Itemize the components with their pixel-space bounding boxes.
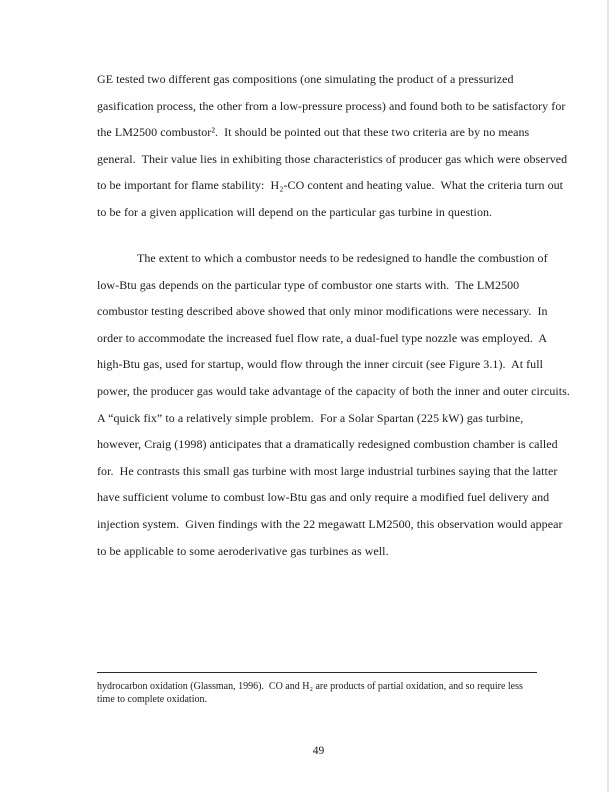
footnote-line: time to complete oxidation.	[97, 693, 207, 705]
paragraph-2	[97, 245, 570, 564]
page-number: 49	[312, 745, 325, 757]
scan-edge-artifact	[607, 0, 609, 792]
text-line: low-Btu gas depends on the particular type of combustor one starts with. The LM2500	[97, 277, 520, 292]
text-line: GE tested two different gas compositions (one simulating the product of a pressurized	[97, 72, 514, 86]
text-line: combustor testing described above showed that only minor modifications were necessary. In	[97, 304, 548, 319]
text-line: order to accommodate the increased fuel flow rate, a dual-fuel type nozzle was employed. A	[97, 330, 548, 345]
text-line: gasification process, the other from a low-pressure process) and found both to be satisfactory for	[97, 98, 566, 113]
text-line: for. He contrasts this small gas turbine with most large industrial turbines saying that the latter	[97, 463, 558, 478]
text-line: to be important for flame stability: H₂-CO content and heating value. What the criteria turn out	[97, 178, 564, 193]
text-line: to be applicable to some aeroderivative gas turbines as well.	[97, 543, 389, 558]
text-line: however, Craig (1998) anticipates that a dramatically redesigned combustion chamber is called	[97, 437, 558, 452]
text-line: have sufficient volume to combust low-Btu gas and only require a modified fuel delivery and	[97, 490, 550, 505]
text-line: to be for a given application will depend on the particular gas turbine in question.	[97, 204, 493, 219]
text-line: A “quick fix” to a relatively simple problem. For a Solar Spartan (225 kW) gas turbine,	[97, 410, 524, 425]
text-line: the LM2500 combustor². It should be pointed out that these two criteria are by no means	[97, 125, 530, 140]
footnote-line: hydrocarbon oxidation (Glassman, 1996). CO and H₂ are products of partial oxidation, and so require less	[97, 681, 523, 692]
text-line: The extent to which a combustor needs to be redesigned to handle the combustion of	[137, 251, 548, 265]
text-line: power, the producer gas would take advantage of the capacity of both the inner and outer circuits.	[97, 383, 570, 398]
text-line: injection system. Given findings with the 22 megawatt LM2500, this observation would appear	[97, 516, 563, 531]
text-line: high-Btu gas, used for startup, would flow through the inner circuit (see Figure 3.1). At full	[97, 357, 544, 372]
footnote-divider	[97, 672, 537, 673]
paragraph-1	[97, 66, 567, 226]
text-line: general. Their value lies in exhibiting those characteristics of producer gas which were observed	[97, 151, 568, 166]
footnote	[97, 681, 572, 706]
